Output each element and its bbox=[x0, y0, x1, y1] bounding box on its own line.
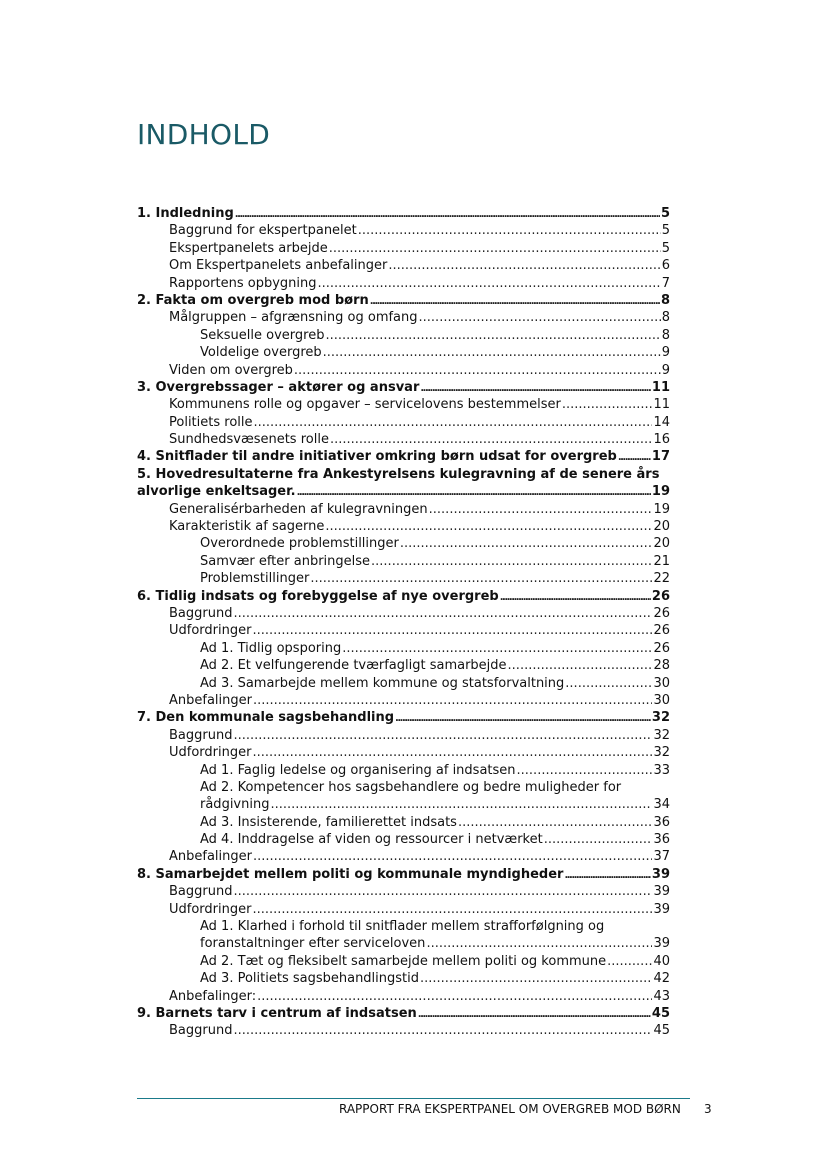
toc-dot-leader bbox=[458, 814, 653, 831]
toc-dot-leader bbox=[358, 222, 661, 239]
toc-page-number: 17 bbox=[651, 449, 670, 465]
toc-dot-leader bbox=[233, 605, 652, 622]
toc-entry-title: Ekspertpanelets arbejde bbox=[169, 240, 328, 256]
toc-entry[interactable] bbox=[137, 535, 670, 552]
toc-page-number: 39 bbox=[653, 901, 670, 917]
toc-entry-title: Ad 3. Politiets sagsbehandlingstid bbox=[200, 971, 420, 987]
toc-page-number: 8 bbox=[661, 327, 670, 343]
toc-entry[interactable] bbox=[137, 222, 670, 239]
toc-entry-title: Generalisérbarheden af kulegravningen bbox=[169, 501, 428, 517]
toc-entry-title: Problemstillinger bbox=[200, 571, 310, 587]
toc-dot-leader bbox=[318, 275, 661, 292]
toc-dot-leader bbox=[325, 518, 652, 535]
toc-dot-leader bbox=[400, 535, 653, 552]
toc-entry-title: Ad 2. Et velfungerende tværfagligt samarbejde bbox=[200, 658, 507, 674]
toc-entry[interactable] bbox=[137, 727, 670, 744]
toc-page-number: 36 bbox=[653, 814, 670, 830]
toc-dot-leader bbox=[500, 588, 651, 606]
toc-page-number: 20 bbox=[653, 519, 670, 535]
toc-entry-title: Rapportens opbygning bbox=[169, 275, 317, 291]
toc-page-number: 11 bbox=[653, 397, 670, 413]
toc-entry-title: Baggrund bbox=[169, 727, 233, 743]
toc-dot-leader bbox=[395, 709, 651, 727]
toc-entry-title: Viden om overgreb bbox=[169, 362, 293, 378]
toc-page-number: 30 bbox=[653, 675, 670, 691]
toc-entry-title: 8. Samarbejdet mellem politi og kommunale myndigheder bbox=[137, 866, 564, 882]
toc-dot-leader bbox=[253, 692, 652, 709]
toc-entry-title: Anbefalinger: bbox=[169, 988, 257, 1004]
toc-dot-leader bbox=[325, 327, 660, 344]
toc-dot-leader bbox=[420, 970, 652, 987]
toc-page-number: 32 bbox=[653, 745, 670, 761]
toc-entry[interactable] bbox=[137, 605, 670, 622]
toc-entry[interactable] bbox=[137, 1005, 670, 1022]
toc-page-number: 16 bbox=[653, 432, 670, 448]
toc-page-number: 26 bbox=[653, 605, 670, 621]
toc-page-number: 34 bbox=[653, 797, 670, 813]
toc-entry-title-line: 5. Hovedresultaterne fra Ankestyrelsens kulegravning af de senere års bbox=[137, 466, 660, 482]
toc-dot-leader bbox=[419, 309, 661, 326]
toc-entry-title: Baggrund for ekspertpanelet bbox=[169, 223, 357, 239]
toc-entry[interactable] bbox=[137, 935, 670, 952]
toc-entry[interactable] bbox=[137, 762, 670, 779]
toc-entry-title: 7. Den kommunale sagsbehandling bbox=[137, 710, 395, 726]
toc-entry-title: Voldelige overgreb bbox=[200, 345, 322, 361]
toc-entry[interactable] bbox=[137, 848, 670, 865]
toc-entry[interactable] bbox=[137, 796, 670, 813]
toc-entry-title: Ad 1. Tidlig opsporing bbox=[200, 640, 342, 656]
toc-entry-title: Udfordringer bbox=[169, 901, 252, 917]
toc-entry[interactable] bbox=[137, 414, 670, 431]
toc-entry-title: Sundhedsvæsenets rolle bbox=[169, 432, 329, 448]
toc-entry[interactable] bbox=[137, 1022, 670, 1039]
toc-entry[interactable] bbox=[137, 588, 670, 605]
toc-entry-title: Udfordringer bbox=[169, 745, 252, 761]
toc-entry-title: Politiets rolle bbox=[169, 414, 253, 430]
toc-page-number: 14 bbox=[653, 414, 670, 430]
toc-page-number: 39 bbox=[651, 866, 670, 882]
toc-dot-leader bbox=[330, 431, 653, 448]
toc-dot-leader bbox=[253, 848, 652, 865]
toc-entry[interactable] bbox=[137, 431, 670, 448]
toc-page-number: 28 bbox=[653, 658, 670, 674]
toc-page-number: 40 bbox=[653, 953, 670, 969]
toc-entry-title: Kommunens rolle og opgaver – servicelovens bestemmelser bbox=[169, 397, 561, 413]
toc-entry[interactable] bbox=[137, 866, 670, 883]
toc-dot-leader bbox=[342, 640, 652, 657]
toc-entry-title: Anbefalinger bbox=[169, 692, 252, 708]
toc-dot-leader bbox=[254, 414, 653, 431]
toc-page-number: 5 bbox=[661, 223, 670, 239]
toc-entry-title: Seksuelle overgreb bbox=[200, 327, 325, 343]
toc-entry[interactable] bbox=[137, 988, 670, 1005]
toc-entry[interactable] bbox=[137, 553, 670, 570]
toc-dot-leader bbox=[370, 292, 660, 310]
toc-entry-title: foranstaltninger efter serviceloven bbox=[200, 936, 426, 952]
toc-page-number: 5 bbox=[661, 240, 670, 256]
toc-page-number: 26 bbox=[653, 623, 670, 639]
toc-entry[interactable] bbox=[137, 831, 670, 848]
toc-dot-leader bbox=[426, 935, 652, 952]
toc-entry-title: Baggrund bbox=[169, 605, 233, 621]
toc-entry-title-line: Ad 2. Kompetencer hos sagsbehandlere og bedre muligheder for bbox=[200, 779, 622, 795]
toc-dot-leader bbox=[233, 1022, 652, 1039]
toc-dot-leader bbox=[252, 744, 652, 761]
toc-dot-leader bbox=[329, 240, 661, 257]
toc-entry[interactable] bbox=[137, 570, 670, 587]
toc-dot-leader bbox=[233, 883, 652, 900]
toc-page-number: 7 bbox=[661, 275, 670, 291]
toc-dot-leader bbox=[297, 483, 651, 501]
toc-entry-title: 4. Snitflader til andre initiativer omkring børn udsat for overgreb bbox=[137, 449, 617, 465]
toc-page-number: 26 bbox=[651, 588, 670, 604]
toc-dot-leader bbox=[618, 448, 651, 466]
toc-entry[interactable] bbox=[137, 275, 670, 292]
toc-page-number: 43 bbox=[653, 988, 670, 1004]
toc-dot-leader bbox=[420, 379, 651, 397]
toc-entry-title: rådgivning bbox=[200, 797, 270, 813]
toc-page-number: 11 bbox=[651, 379, 670, 395]
toc-page-number: 33 bbox=[653, 762, 670, 778]
toc-entry[interactable] bbox=[137, 657, 670, 674]
toc-page-number: 39 bbox=[653, 884, 670, 900]
toc-dot-leader bbox=[294, 362, 661, 379]
toc-page-number: 5 bbox=[660, 206, 670, 221]
toc-page-number: 42 bbox=[653, 971, 670, 987]
toc-page-number: 39 bbox=[653, 936, 670, 952]
toc-entry-title-line: Ad 1. Klarhed i forhold til snitflader mellem strafforfølgning og bbox=[200, 919, 605, 935]
toc-page-number: 32 bbox=[651, 710, 670, 726]
toc-dot-leader bbox=[252, 622, 652, 639]
toc-entry[interactable] bbox=[137, 483, 670, 500]
toc-dot-leader bbox=[270, 796, 652, 813]
toc-page-number: 8 bbox=[661, 310, 670, 326]
table-of-contents bbox=[137, 205, 670, 1040]
toc-entry-title: 1. Indledning bbox=[137, 206, 234, 221]
toc-entry[interactable] bbox=[137, 257, 670, 274]
toc-page-number: 20 bbox=[653, 536, 670, 552]
toc-entry-title: Om Ekspertpanelets anbefalinger bbox=[169, 258, 388, 274]
toc-page-number: 37 bbox=[653, 849, 670, 865]
toc-entry-title: Karakteristik af sagerne bbox=[169, 519, 325, 535]
toc-dot-leader bbox=[257, 988, 652, 1005]
toc-dot-leader bbox=[310, 570, 652, 587]
toc-page-number: 45 bbox=[653, 1023, 670, 1039]
toc-entry-title: Ad 3. Insisterende, familierettet indsats bbox=[200, 814, 457, 830]
toc-page-number: 26 bbox=[653, 640, 670, 656]
toc-dot-leader bbox=[429, 501, 653, 518]
page-number: 3 bbox=[704, 1102, 712, 1116]
toc-dot-leader bbox=[517, 762, 653, 779]
toc-entry[interactable] bbox=[137, 640, 670, 657]
footer-divider bbox=[137, 1098, 690, 1099]
toc-entry[interactable] bbox=[137, 709, 670, 726]
footer-title: RAPPORT FRA EKSPERTPANEL OM OVERGREB MOD BØRN bbox=[339, 1102, 681, 1116]
toc-entry-title: Overordnede problemstillinger bbox=[200, 536, 399, 552]
toc-dot-leader bbox=[564, 866, 650, 884]
toc-page-number: 22 bbox=[653, 571, 670, 587]
toc-entry[interactable] bbox=[137, 240, 670, 257]
toc-entry-title: 2. Fakta om overgreb mod børn bbox=[137, 292, 369, 308]
toc-entry[interactable] bbox=[137, 396, 670, 413]
toc-page-number: 6 bbox=[661, 258, 670, 274]
toc-entry-title: Baggrund bbox=[169, 884, 233, 900]
toc-entry[interactable] bbox=[137, 309, 670, 326]
toc-entry[interactable] bbox=[137, 744, 670, 761]
toc-dot-leader bbox=[607, 953, 652, 970]
toc-dot-leader bbox=[562, 396, 653, 413]
toc-entry[interactable] bbox=[137, 501, 670, 518]
toc-entry-title: 6. Tidlig indsats og forebyggelse af nye overgreb bbox=[137, 588, 499, 604]
toc-entry[interactable] bbox=[137, 883, 670, 900]
toc-entry-title: Ad 1. Faglig ledelse og organisering af indsatsen bbox=[200, 762, 516, 778]
toc-entry[interactable] bbox=[137, 692, 670, 709]
toc-page-number: 36 bbox=[653, 832, 670, 848]
toc-entry[interactable] bbox=[137, 448, 670, 465]
toc-dot-leader bbox=[323, 344, 661, 361]
toc-entry[interactable] bbox=[137, 518, 670, 535]
toc-entry[interactable] bbox=[137, 327, 670, 344]
toc-dot-leader bbox=[233, 727, 652, 744]
toc-entry-title: Målgruppen – afgrænsning og omfang bbox=[169, 310, 418, 326]
toc-dot-leader bbox=[508, 657, 653, 674]
toc-dot-leader bbox=[544, 831, 653, 848]
toc-page-number: 45 bbox=[651, 1005, 670, 1021]
toc-dot-leader bbox=[371, 553, 652, 570]
toc-dot-leader bbox=[388, 257, 660, 274]
toc-entry-title: Ad 4. Inddragelse af viden og ressourcer i netværket bbox=[200, 832, 543, 848]
toc-entry[interactable] bbox=[137, 953, 670, 970]
toc-entry[interactable] bbox=[137, 344, 670, 361]
toc-page-number: 9 bbox=[661, 362, 670, 378]
toc-dot-leader bbox=[565, 675, 652, 692]
toc-entry[interactable] bbox=[137, 622, 670, 639]
toc-entry-title: Anbefalinger bbox=[169, 849, 252, 865]
toc-entry[interactable] bbox=[137, 814, 670, 831]
toc-page-number: 8 bbox=[660, 292, 670, 308]
toc-entry[interactable] bbox=[137, 675, 670, 692]
toc-entry-title: Samvær efter anbringelse bbox=[200, 553, 371, 569]
toc-entry-title: 3. Overgrebssager – aktører og ansvar bbox=[137, 379, 420, 395]
toc-entry-title: 9. Barnets tarv i centrum af indsatsen bbox=[137, 1005, 417, 1021]
toc-page-number: 19 bbox=[651, 484, 670, 500]
toc-entry[interactable] bbox=[137, 362, 670, 379]
toc-entry[interactable] bbox=[137, 970, 670, 987]
toc-entry-title: Ad 2. Tæt og fleksibelt samarbejde mellem politi og kommune bbox=[200, 953, 607, 969]
toc-entry-title: alvorlige enkeltsager. bbox=[137, 484, 296, 500]
toc-dot-leader bbox=[235, 205, 660, 223]
toc-page-number: 32 bbox=[653, 727, 670, 743]
toc-dot-leader bbox=[252, 901, 652, 918]
toc-dot-leader bbox=[418, 1005, 651, 1023]
toc-page-number: 30 bbox=[653, 692, 670, 708]
toc-entry[interactable] bbox=[137, 292, 670, 309]
toc-entry[interactable] bbox=[137, 205, 670, 222]
toc-entry[interactable] bbox=[137, 901, 670, 918]
toc-entry-title: Udfordringer bbox=[169, 623, 252, 639]
toc-entry[interactable] bbox=[137, 379, 670, 396]
toc-page-number: 21 bbox=[653, 553, 670, 569]
toc-entry-title: Baggrund bbox=[169, 1023, 233, 1039]
toc-page-number: 9 bbox=[661, 345, 670, 361]
toc-page-number: 19 bbox=[653, 501, 670, 517]
toc-entry-title: Ad 3. Samarbejde mellem kommune og statsforvaltning bbox=[200, 675, 565, 691]
page-title: INDHOLD bbox=[137, 118, 271, 151]
